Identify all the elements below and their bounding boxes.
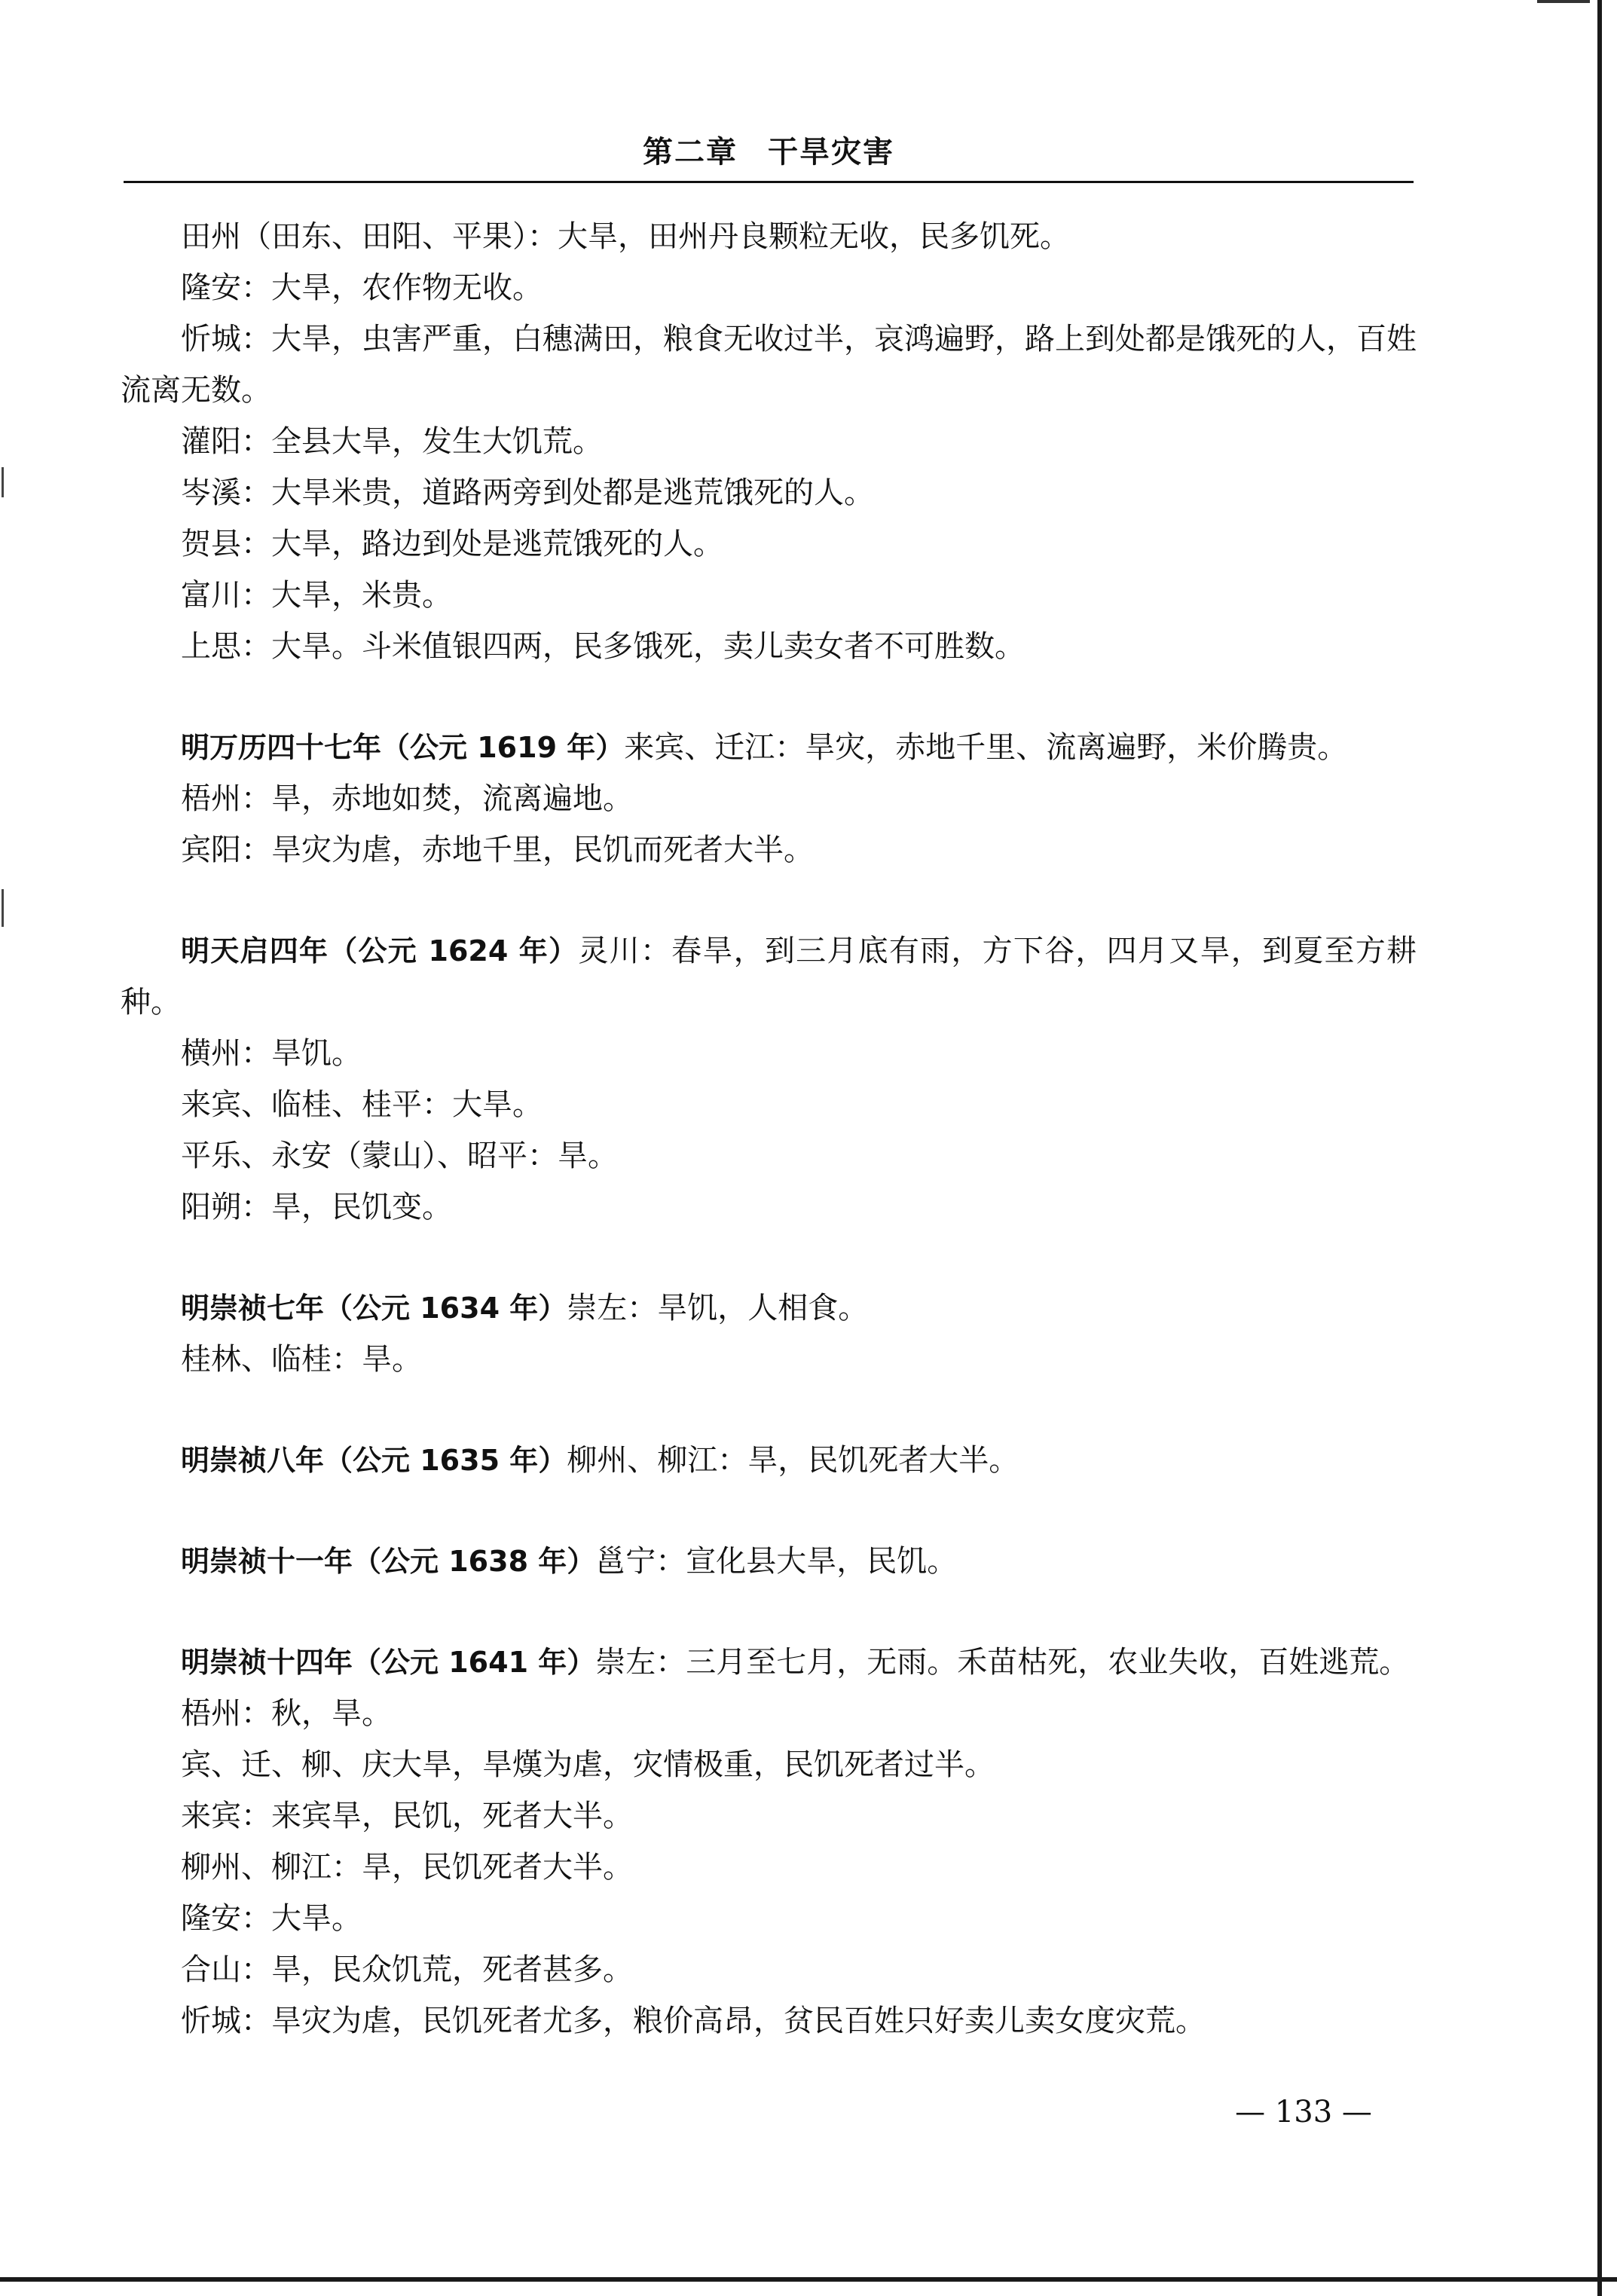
chapter-title: 干旱灾害 (768, 135, 894, 170)
year-heading: 崇祯七年（公元 1634 年） (209, 1292, 567, 1325)
entry-text: 来宾、临桂、桂平：大旱。 (181, 1087, 543, 1122)
scan-binding-edge (1597, 0, 1602, 2296)
entry-text: 隆安：大旱，农作物无收。 (181, 271, 543, 305)
entry-paragraph (121, 1130, 1417, 1182)
header-rule (124, 181, 1414, 183)
era-label: 明 (181, 1545, 210, 1578)
entry-text: 柳州、柳江：旱，民饥死者大半。 (181, 1850, 633, 1885)
entry-paragraph (121, 313, 1417, 416)
entry-text: 贺县：大旱，路边到处是逃荒饿死的人。 (181, 527, 723, 561)
entry-text: 忻城：旱灾为虐，民饥死者尤多，粮价高昂，贫民百姓只好卖儿卖女度灾荒。 (181, 2004, 1206, 2038)
entry-text: 忻城：大旱，虫害严重，白穗满田，粮食无收过半，哀鸿遍野，路上到处都是饿死的人，百姓流离无数。 (121, 322, 1417, 408)
entry-paragraph (121, 621, 1417, 672)
entry-text: 阳朔：旱，民饥变。 (181, 1190, 452, 1224)
entry-text: 合山：旱，民众饥荒，死者甚多。 (181, 1952, 633, 1987)
year-heading: 崇祯十四年（公元 1641 年） (209, 1646, 596, 1679)
entry-text: 岑溪：大旱米贵，道路两旁到处都是逃荒饿死的人。 (181, 475, 874, 510)
era-label: 明 (181, 1646, 210, 1679)
entry-paragraph (121, 1995, 1417, 2047)
entry-paragraph (121, 1182, 1417, 1233)
scan-left-mark (2, 467, 4, 497)
year-heading: 崇祯十一年（公元 1638 年） (209, 1545, 596, 1578)
entry-paragraph (121, 1944, 1417, 1995)
year-heading: 万历四十七年（公元 1619 年） (209, 731, 625, 764)
page-body (121, 211, 1417, 2047)
entry-text: 灵川：春旱，到三月底有雨，方下谷，四月又旱，到夏至方耕种。 (121, 934, 1417, 1020)
year-entry (121, 925, 1417, 1028)
entry-text: 桂林、临桂：旱。 (181, 1342, 422, 1377)
entry-paragraph (121, 824, 1417, 876)
entry-text: 梧州：秋，旱。 (181, 1696, 392, 1731)
entry-text: 上思：大旱。斗米值银四两，民多饿死，卖儿卖女者不可胜数。 (181, 629, 1025, 664)
scan-left-mark (2, 889, 4, 927)
entry-paragraph (121, 1893, 1417, 1944)
year-entry (121, 1283, 1417, 1334)
running-header (121, 128, 1417, 171)
entry-paragraph (121, 1079, 1417, 1130)
scan-corner-mark (1537, 0, 1590, 3)
year-heading: 天启四年（公元 1624 年） (210, 934, 579, 968)
entry-paragraph (121, 1688, 1417, 1739)
era-label: 明 (181, 934, 211, 968)
entry-text: 宾、迁、柳、庆大旱，旱熯为虐，灾情极重，民饥死者过半。 (181, 1747, 995, 1782)
entry-paragraph (121, 1028, 1417, 1079)
entry-text: 崇左：三月至七月，无雨。禾苗枯死，农业失收，百姓逃荒。 (595, 1645, 1410, 1680)
entry-paragraph (121, 416, 1417, 467)
entry-text: 平乐、永安（蒙山）、昭平：旱。 (181, 1139, 618, 1173)
chapter-number: 第二章 (643, 135, 738, 170)
entry-text: 富川：大旱，米贵。 (181, 578, 452, 613)
entry-text: 灌阳：全县大旱，发生大饥荒。 (181, 424, 603, 459)
year-entry (121, 1536, 1417, 1587)
year-entry (121, 1637, 1417, 1688)
page-number: — 133 — (1235, 2095, 1372, 2129)
entry-text: 邕宁：宣化县大旱，民饥。 (595, 1544, 958, 1579)
entry-text: 横州：旱饥。 (181, 1036, 362, 1071)
entry-paragraph (121, 773, 1417, 824)
entry-paragraph (121, 1790, 1417, 1842)
entry-text: 梧州：旱，赤地如焚，流离遍地。 (181, 781, 633, 816)
entry-text: 柳州、柳江：旱，民饥死者大半。 (567, 1443, 1019, 1478)
entry-text: 来宾、迁江：旱灾，赤地千里、流离遍野，米价腾贵。 (624, 730, 1348, 765)
era-label: 明 (181, 1292, 210, 1325)
scan-bottom-edge (0, 2277, 1617, 2282)
year-entry (121, 722, 1417, 773)
entry-text: 宾阳：旱灾为虐，赤地千里，民饥而死者大半。 (181, 833, 814, 867)
entry-paragraph (121, 467, 1417, 518)
entry-text: 崇左：旱饥，人相食。 (567, 1291, 869, 1325)
era-label: 明 (181, 1444, 210, 1477)
entry-text: 田州（田东、田阳、平果）：大旱，田州丹良颗粒无收，民多饥死。 (181, 219, 1070, 254)
entry-text: 隆安：大旱。 (181, 1901, 362, 1936)
entry-paragraph (121, 570, 1417, 621)
year-entry (121, 1435, 1417, 1486)
era-label: 明 (181, 731, 210, 764)
year-heading: 崇祯八年（公元 1635 年） (209, 1444, 567, 1477)
entry-text: 来宾：来宾旱，民饥，死者大半。 (181, 1799, 633, 1833)
entry-paragraph (121, 1739, 1417, 1790)
entry-paragraph (121, 518, 1417, 570)
entry-paragraph (121, 211, 1417, 262)
entry-paragraph (121, 1334, 1417, 1385)
entry-paragraph (121, 262, 1417, 313)
entry-paragraph (121, 1842, 1417, 1893)
